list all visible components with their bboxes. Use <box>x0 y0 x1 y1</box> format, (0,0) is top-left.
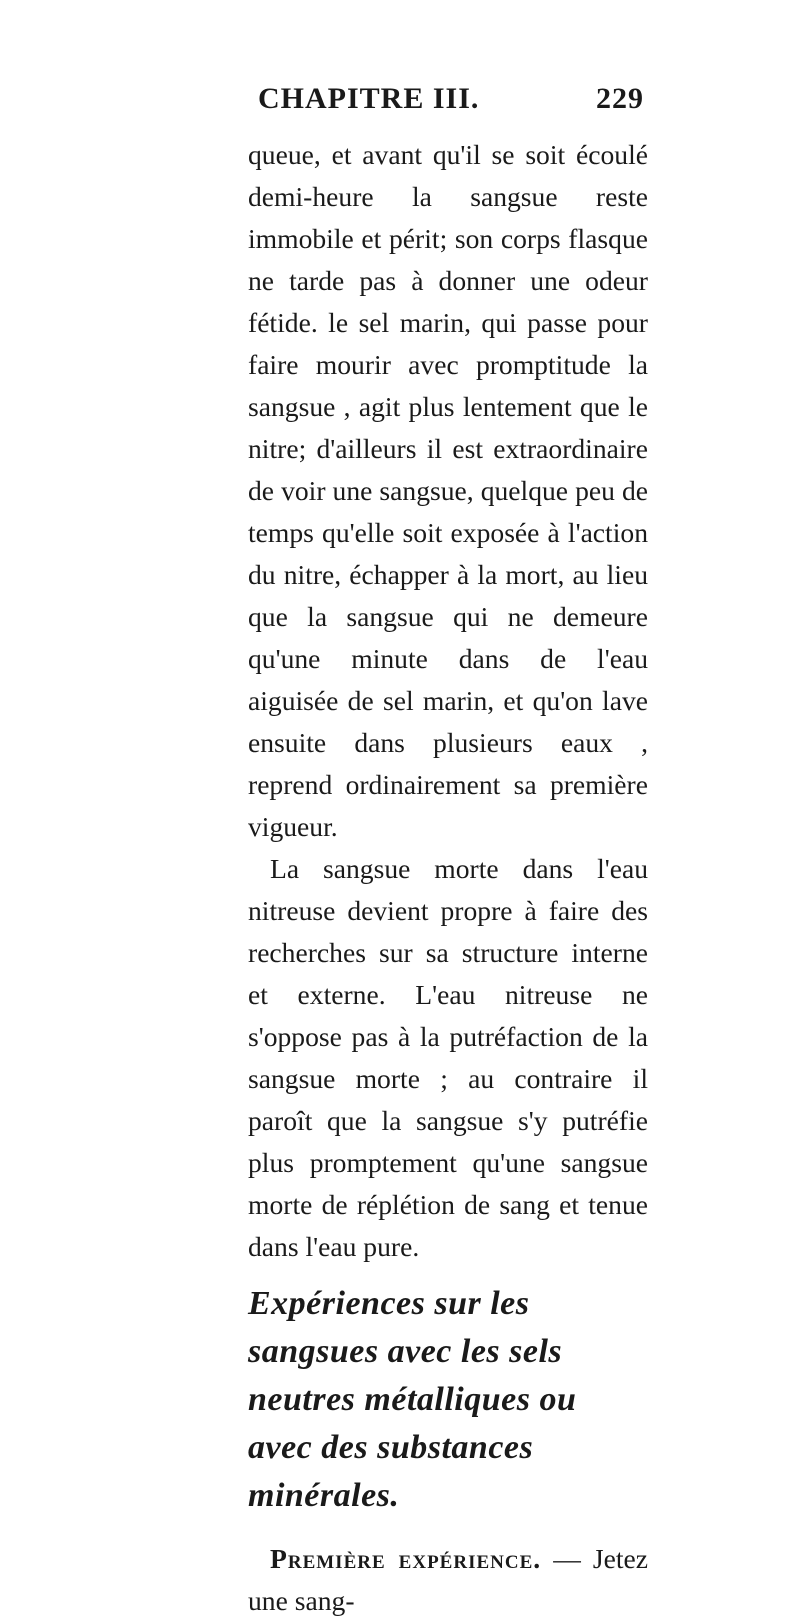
chapter-title: CHAPITRE III. <box>258 82 480 115</box>
section-heading: Expériences sur les sangsues avec les sels neutres métalliques ou avec des substances minérales. <box>248 1285 577 1514</box>
page-number: 229 <box>596 82 644 115</box>
experiment-label: Première expérience. <box>270 1543 542 1574</box>
page-body <box>248 134 648 1622</box>
experiment-line <box>248 1538 648 1622</box>
paragraph: La sangsue morte dans l'eau nitreuse devient propre à faire des recherches sur sa structure interne et externe. L'eau nitreuse ne s'oppose pas à la putréfaction de la sangsue morte ; au contraire il paroît que la sangsue s'y putréfie plus promptement qu'une sangsue morte de réplétion de sang et tenue dans l'eau pure. <box>248 853 648 1262</box>
experiment-text: — Jetez une sang- <box>248 1543 648 1616</box>
paragraph-continuation: queue, et avant qu'il se soit écoulé demi-heure la sangsue reste immobile et périt; son corps flasque ne tarde pas à donner une odeur fétide. le sel marin, qui passe pour faire mourir avec promptitude la sangsue , agit plus lentement que le nitre; d'ailleurs il est extraordinaire de voir une sangsue, quelque peu de temps qu'elle soit exposée à l'action du nitre, échapper à la mort, au lieu que la sangsue qui ne demeure qu'une minute dans de l'eau aiguisée de sel marin, et qu'on lave ensuite dans plusieurs eaux , reprend ordinairement sa première vigueur. <box>248 139 648 842</box>
